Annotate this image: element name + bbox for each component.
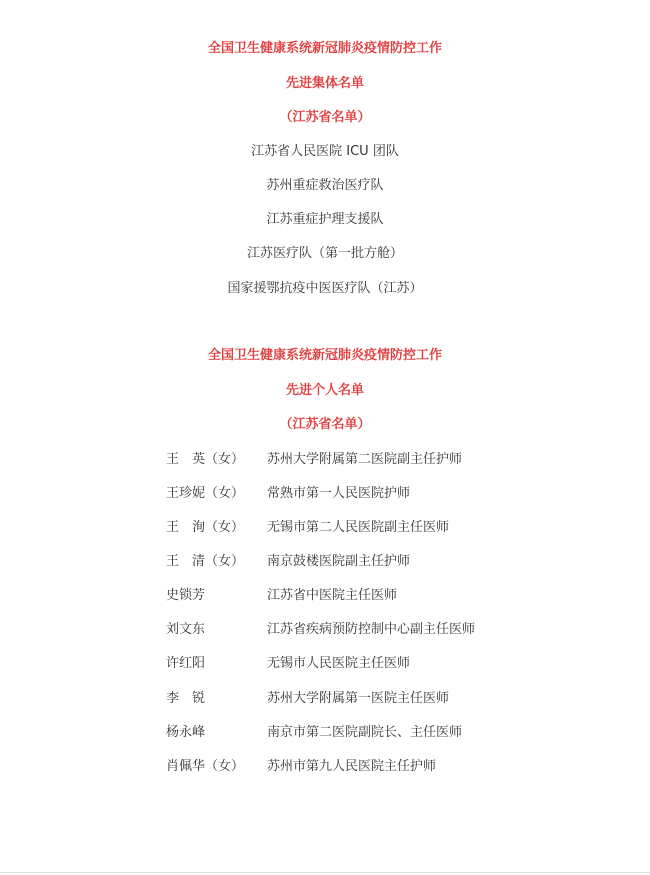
person-title: 南京鼓楼医院副主任护师 <box>267 554 411 569</box>
person-title: 南京市第二医院副院长、主任医师 <box>267 725 463 740</box>
group-item: 江苏重症护理支援队 <box>266 212 384 227</box>
group-item: 苏州重症救治医疗队 <box>266 178 384 193</box>
group-item: 江苏省人民医院 ICU 团队 <box>251 144 399 159</box>
person-name: 杨永峰 <box>166 725 206 740</box>
person-title: 江苏省疾病预防控制中心副主任医师 <box>267 622 476 637</box>
person-title: 苏州大学附属第一医院主任医师 <box>267 691 450 706</box>
person-title: 苏州大学附属第二医院副主任护师 <box>267 452 463 467</box>
person-name: 王 清（女） <box>166 554 245 569</box>
section1-title-line1: 全国卫生健康系统新冠肺炎疫情防控工作 <box>207 41 442 56</box>
person-name: 王 英（女） <box>166 452 245 467</box>
person-name: 许红阳 <box>166 656 206 671</box>
person-name: 李 锐 <box>166 691 206 706</box>
person-title: 江苏省中医院主任医师 <box>267 588 398 603</box>
section1-title-line3: （江苏省名单） <box>279 110 371 125</box>
person-title: 常熟市第一人民医院护师 <box>267 486 411 501</box>
person-name: 刘文东 <box>166 622 206 637</box>
section2-title-line2: 先进个人名单 <box>285 383 364 398</box>
section2-title-line1: 全国卫生健康系统新冠肺炎疫情防控工作 <box>207 348 442 363</box>
person-name: 王 洵（女） <box>166 520 245 535</box>
person-title: 苏州市第九人民医院主任护师 <box>267 759 437 774</box>
group-item: 江苏医疗队（第一批方舱） <box>246 246 403 261</box>
person-title: 无锡市第二人民医院副主任医师 <box>267 520 450 535</box>
section1-title-line2: 先进集体名单 <box>285 76 364 91</box>
person-title: 无锡市人民医院主任医师 <box>267 656 411 671</box>
person-name: 王珍妮（女） <box>166 486 245 501</box>
person-name: 史锁芳 <box>166 588 206 603</box>
group-item: 国家援鄂抗疫中医医疗队（江苏） <box>227 281 423 296</box>
bottom-divider <box>0 872 650 873</box>
person-name: 肖佩华（女） <box>166 759 245 774</box>
section2-title-line3: （江苏省名单） <box>279 417 371 432</box>
